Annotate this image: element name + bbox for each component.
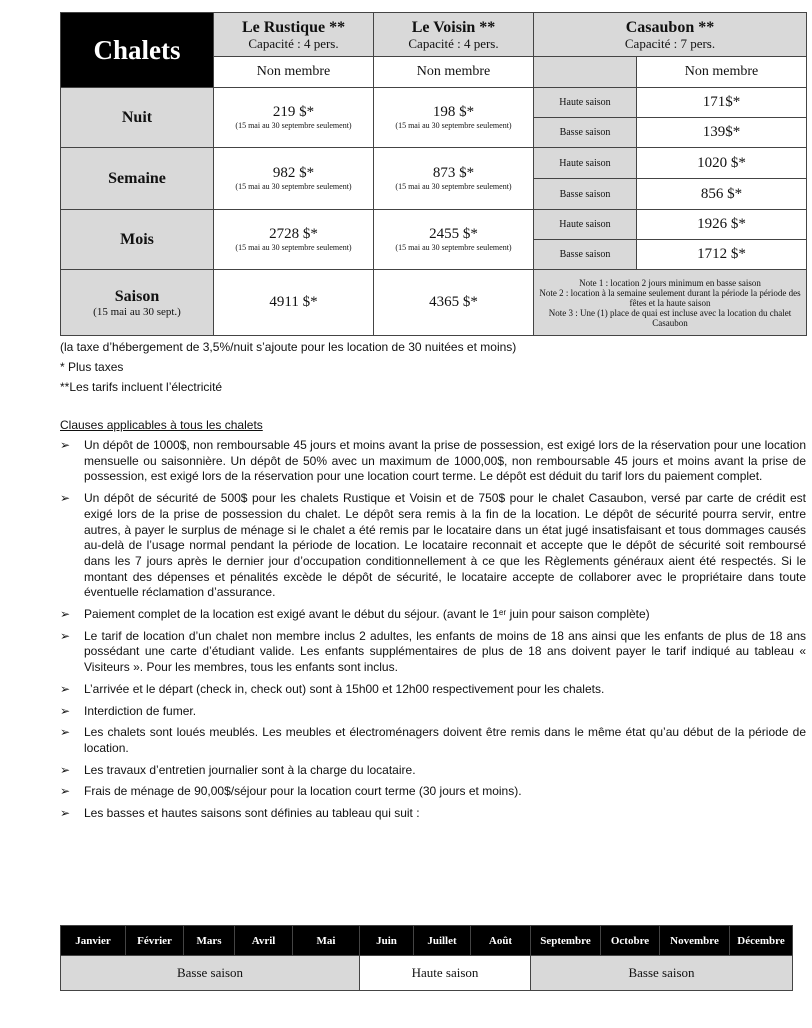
bullet-arrow-icon: ➢ xyxy=(60,725,71,740)
clause-text: Paiement complet de la location est exigé avant le début du séjour. (avant le 1ᵉʳ juin pour saison complète) xyxy=(84,607,650,622)
season-table xyxy=(60,925,793,991)
footnote-taxe: (la taxe d’hébergement de 3,5%/nuit s’ajoute pour les location de 30 nuitées et moins) xyxy=(60,340,517,354)
clause-text: Le tarif de location d’un chalet non membre inclus 2 adultes, les enfants de moins de 18 ans ainsi que les enfants de plus de 18 ans possédant une carte d’étudiant valide. Les enfants supplémentaires de plus de 18 ans doivent payer le tarif indiqué au tableau « Visiteurs ». Pour les membres, tous les enfants sont inclus. xyxy=(84,628,806,675)
price: 2728 $* xyxy=(269,226,318,242)
season-label: Basse saison xyxy=(534,179,637,210)
rates-table xyxy=(60,12,807,336)
month-header: Juin xyxy=(360,926,414,956)
month-header: Octobre xyxy=(601,926,660,956)
price-note: (15 mai au 30 septembre seulement) xyxy=(235,121,352,130)
list-item xyxy=(60,491,806,601)
notes-cell xyxy=(534,270,807,336)
month-header: Août xyxy=(471,926,531,956)
month-header: Janvier xyxy=(61,926,126,956)
season-label: Haute saison xyxy=(534,148,637,179)
season-label: Basse saison xyxy=(534,118,637,148)
month-header: Septembre xyxy=(531,926,601,956)
price: 198 $* xyxy=(432,104,475,120)
membre-voisin: Non membre xyxy=(374,57,534,88)
chalet-capacity: Capacité : 7 pers. xyxy=(624,35,716,51)
price-note: (15 mai au 30 septembre seulement) xyxy=(395,121,512,130)
month-header: Mars xyxy=(184,926,235,956)
season-label: Haute saison xyxy=(534,210,637,240)
clauses-title: Clauses applicables à tous les chalets xyxy=(60,418,263,432)
price: 1020 $* xyxy=(637,148,807,179)
bullet-arrow-icon: ➢ xyxy=(60,681,71,696)
footnote-electricite: **Les tarifs incluent l’électricité xyxy=(60,380,223,394)
bullet-arrow-icon: ➢ xyxy=(60,784,71,799)
bullet-arrow-icon: ➢ xyxy=(60,491,71,506)
chalet-header-voisin xyxy=(374,13,534,57)
price: 856 $* xyxy=(637,179,807,210)
price: 2455 $* xyxy=(429,226,478,242)
clause-text: Frais de ménage de 90,00$/séjour pour la location court terme (30 jours et moins). xyxy=(84,784,522,799)
low-season-cell: Basse saison xyxy=(61,956,360,991)
season-label: Haute saison xyxy=(534,88,637,118)
table-corner-title: Chalets xyxy=(61,13,214,88)
price-note: (15 mai au 30 septembre seulement) xyxy=(395,182,512,191)
price-cell xyxy=(214,210,374,270)
bullet-arrow-icon: ➢ xyxy=(60,806,71,821)
footnote-plus-taxes: * Plus taxes xyxy=(60,360,124,374)
price-cell xyxy=(214,88,374,148)
note-1: Note 1 : location 2 jours minimum en basse saison xyxy=(579,277,761,288)
list-item xyxy=(60,704,806,720)
bullet-arrow-icon: ➢ xyxy=(60,762,71,777)
list-item xyxy=(60,806,806,822)
bullet-arrow-icon: ➢ xyxy=(60,703,71,718)
price: 982 $* xyxy=(272,165,315,181)
price: 4365 $* xyxy=(374,270,534,336)
price-cell xyxy=(374,88,534,148)
saison-label: Saison xyxy=(114,287,160,305)
list-item xyxy=(60,629,806,676)
membre-rustique: Non membre xyxy=(214,57,374,88)
price-note: (15 mai au 30 septembre seulement) xyxy=(235,243,352,252)
price: 171$* xyxy=(637,88,807,118)
month-header: Mai xyxy=(293,926,360,956)
row-label-semaine: Semaine xyxy=(61,148,214,210)
month-header: Avril xyxy=(235,926,293,956)
price-note: (15 mai au 30 septembre seulement) xyxy=(235,182,352,191)
chalet-header-casaubon xyxy=(534,13,807,57)
month-header: Février xyxy=(126,926,184,956)
price: 219 $* xyxy=(272,104,315,120)
clause-text: Les travaux d’entretien journalier sont à la charge du locataire. xyxy=(84,762,416,777)
clause-text: Les basses et hautes saisons sont définies au tableau qui suit : xyxy=(84,806,420,821)
list-item xyxy=(60,784,806,800)
empty-cell xyxy=(534,57,637,88)
note-2: Note 2 : location à la semaine seulement durant la période la période des fêtes et la haute saison xyxy=(539,287,801,308)
price-cell xyxy=(374,148,534,210)
price-cell xyxy=(214,148,374,210)
season-label: Basse saison xyxy=(534,240,637,270)
list-item xyxy=(60,725,806,756)
chalet-capacity: Capacité : 4 pers. xyxy=(408,35,499,51)
price-cell xyxy=(374,210,534,270)
month-header: Décembre xyxy=(730,926,793,956)
price: 4911 $* xyxy=(214,270,374,336)
row-label-nuit: Nuit xyxy=(61,88,214,148)
high-season-cell: Haute saison xyxy=(360,956,531,991)
bullet-arrow-icon: ➢ xyxy=(60,607,71,622)
price: 1712 $* xyxy=(637,240,807,270)
clause-text: Interdiction de fumer. xyxy=(84,703,197,718)
price-note: (15 mai au 30 septembre seulement) xyxy=(395,243,512,252)
month-header: Juillet xyxy=(414,926,471,956)
list-item xyxy=(60,682,806,698)
row-label-mois: Mois xyxy=(61,210,214,270)
month-header: Novembre xyxy=(660,926,730,956)
note-3: Note 3 : Une (1) place de quai est incluse avec la location du chalet Casaubon xyxy=(548,307,792,328)
chalet-name: Casaubon ** xyxy=(625,18,715,36)
row-label-saison xyxy=(61,270,214,336)
list-item xyxy=(60,438,806,485)
chalet-capacity: Capacité : 4 pers. xyxy=(248,35,339,51)
chalet-name: Le Voisin ** xyxy=(411,18,496,36)
saison-period: (15 mai au 30 sept.) xyxy=(93,305,181,318)
clauses-list xyxy=(60,438,806,828)
bullet-arrow-icon: ➢ xyxy=(60,628,71,643)
list-item xyxy=(60,763,806,779)
chalet-name: Le Rustique ** xyxy=(241,18,346,36)
clause-text: Un dépôt de sécurité de 500$ pour les chalets Rustique et Voisin et de 750$ pour le chalet Casaubon, versé par carte de crédit est exigé lors de la prise de possession du chalet. Le dépôt sera remis à la fin de la location. Le dépôt de sécurité pourra servir, entre autres, à payer le surplus de ménage si le chalet a été remis par le locataire dans un état jugé insatisfaisant et tous dommages causés au-delà de l’usage normal pendant la période de location. Le locataire reconnait et accepte que le dépôt de sécurité soit remboursé dans les 7 jours après le dernier jour d’occupation conditionnellement à ce que les Règlements généraux aient été respectés. Si le montant des dépenses et pénalités excède le dépôt de sécurité, le locataire accepte de collaborer avec le propriétaire dans toute éventuelle réclamation d’assurance. xyxy=(84,491,806,600)
membre-casaubon: Non membre xyxy=(637,57,807,88)
clause-text: Les chalets sont loués meublés. Les meubles et électroménagers doivent être remis dans le même état qu’au début de la période de location. xyxy=(84,725,806,755)
clause-text: Un dépôt de 1000$, non remboursable 45 jours et moins avant la prise de possession, est exigé lors de la réservation pour une location mensuelle ou saisonnière. Un dépôt de 50% avec un maximum de 1000,00$, non remboursable 45 jours et moins avant la prise de possession, est exigé lors de la réservation pour une location court terme. Le dépôt est déduit du tarif lors du paiement complet. xyxy=(84,438,806,484)
low-season-cell: Basse saison xyxy=(531,956,793,991)
list-item xyxy=(60,607,806,623)
price: 1926 $* xyxy=(637,210,807,240)
price: 873 $* xyxy=(432,165,475,181)
bullet-arrow-icon: ➢ xyxy=(60,438,71,452)
clause-text: L’arrivée et le départ (check in, check out) sont à 15h00 et 12h00 respectivement pour les chalets. xyxy=(84,681,605,696)
price: 139$* xyxy=(637,118,807,148)
chalet-header-rustique xyxy=(214,13,374,57)
